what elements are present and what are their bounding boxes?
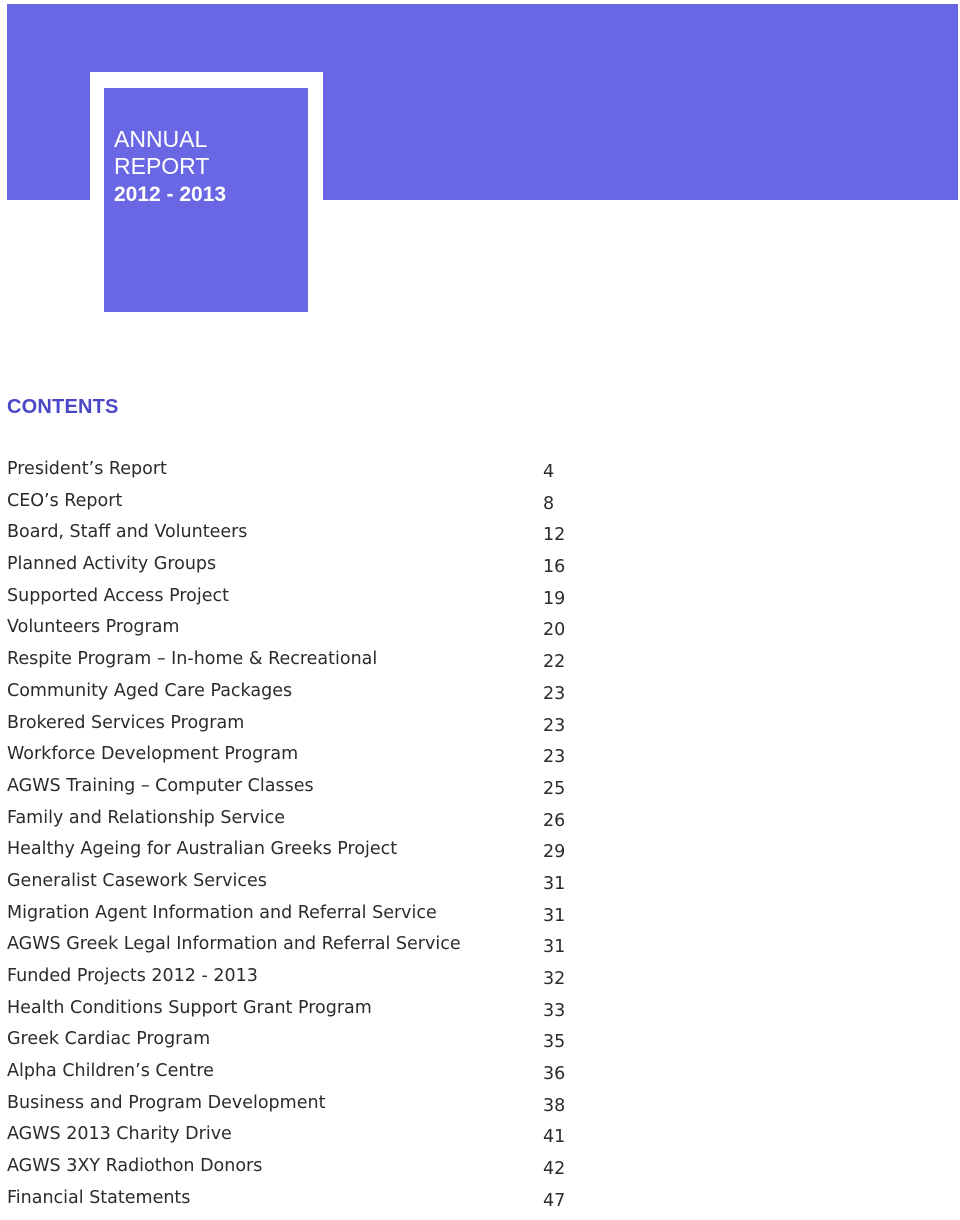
toc-entry	[7, 1188, 567, 1220]
toc-entry-page: 8	[543, 493, 555, 514]
toc-entry-page: 16	[543, 557, 566, 578]
toc-entry-title: Volunteers Program	[7, 617, 180, 638]
toc-entry	[7, 1156, 567, 1188]
toc-entry	[7, 522, 567, 554]
toc-entry	[7, 903, 567, 935]
toc-entry-title: AGWS 3XY Radiothon Donors	[7, 1156, 263, 1177]
toc-entry-page: 36	[543, 1064, 566, 1085]
toc-entry	[7, 776, 567, 808]
toc-entry-title: CEO’s Report	[7, 490, 123, 511]
toc-entry-page: 33	[543, 1000, 566, 1021]
toc-entry	[7, 491, 567, 523]
toc-entry-title: Healthy Ageing for Australian Greeks Project	[7, 839, 398, 860]
toc-entry-page: 35	[543, 1032, 566, 1053]
report-title-line-2: REPORT	[114, 153, 210, 179]
toc-entry-title: Greek Cardiac Program	[7, 1029, 211, 1050]
toc-entry-title: Business and Program Development	[7, 1092, 326, 1113]
toc-entry-page: 31	[543, 873, 566, 894]
toc-entry-title: Migration Agent Information and Referral Service	[7, 902, 437, 923]
toc-entry	[7, 1124, 567, 1156]
report-title-line-1: ANNUAL	[114, 126, 208, 152]
toc-entry	[7, 808, 567, 840]
toc-entry-title: Alpha Children’s Centre	[7, 1061, 214, 1082]
toc-entry	[7, 1061, 567, 1093]
toc-entry	[7, 554, 567, 586]
toc-entry-page: 29	[543, 842, 566, 863]
toc-entry-title: Board, Staff and Volunteers	[7, 522, 248, 543]
toc-entry	[7, 617, 567, 649]
report-year: 2012 - 2013	[114, 183, 227, 206]
toc-entry-title: AGWS 2013 Charity Drive	[7, 1124, 232, 1145]
toc-entry-title: Community Aged Care Packages	[7, 680, 293, 701]
toc-entry-page: 19	[543, 588, 566, 609]
toc-entry-title: Financial Statements	[7, 1187, 191, 1208]
toc-entry-page: 38	[543, 1095, 566, 1116]
toc-entry	[7, 998, 567, 1030]
toc-entry-title: Supported Access Project	[7, 585, 229, 606]
toc-entry	[7, 713, 567, 745]
toc-entry-title: AGWS Training – Computer Classes	[7, 775, 314, 796]
toc-entry-title: Planned Activity Groups	[7, 554, 217, 575]
toc-entry-page: 26	[543, 810, 566, 831]
toc-entry-page: 42	[543, 1159, 566, 1180]
toc-entry	[7, 586, 567, 618]
toc-entry	[7, 744, 567, 776]
toc-entry	[7, 1093, 567, 1125]
toc-entry	[7, 966, 567, 998]
toc-entry-page: 12	[543, 525, 566, 546]
toc-entry-title: Brokered Services Program	[7, 712, 245, 733]
toc-entry-page: 23	[543, 747, 566, 768]
toc-entry-page: 32	[543, 969, 566, 989]
toc-entry-page: 25	[543, 778, 566, 799]
toc-entry	[7, 1029, 567, 1061]
toc-entry-page: 22	[543, 652, 566, 673]
toc-entry-title: Funded Projects 2012 - 2013	[7, 966, 258, 986]
toc-entry	[7, 459, 567, 491]
contents-heading: CONTENTS	[7, 396, 119, 418]
toc-entry-title: Health Conditions Support Grant Program	[7, 997, 372, 1018]
toc-entry-title: Family and Relationship Service	[7, 807, 286, 828]
toc-entry-page: 23	[543, 683, 566, 704]
toc-entry	[7, 871, 567, 903]
toc-entry-page: 20	[543, 620, 566, 641]
toc-entry-title: Workforce Development Program	[7, 744, 299, 765]
toc-entry	[7, 839, 567, 871]
toc-entry-title: Respite Program – In-home & Recreational	[7, 649, 378, 670]
toc-entry	[7, 681, 567, 713]
toc-entry	[7, 934, 567, 966]
toc-entry-page: 23	[543, 715, 566, 736]
toc-entry-title: Generalist Casework Services	[7, 870, 267, 891]
toc-entry	[7, 649, 567, 681]
toc-entry-page: 41	[543, 1127, 566, 1148]
toc-entry-page: 4	[543, 462, 555, 482]
toc-entry-title: AGWS Greek Legal Information and Referral Service	[7, 934, 461, 955]
table-of-contents	[7, 459, 567, 1220]
toc-entry-page: 47	[543, 1190, 566, 1211]
toc-entry-page: 31	[543, 937, 566, 958]
toc-entry-page: 31	[543, 905, 566, 926]
toc-entry-title: President’s Report	[7, 459, 167, 479]
